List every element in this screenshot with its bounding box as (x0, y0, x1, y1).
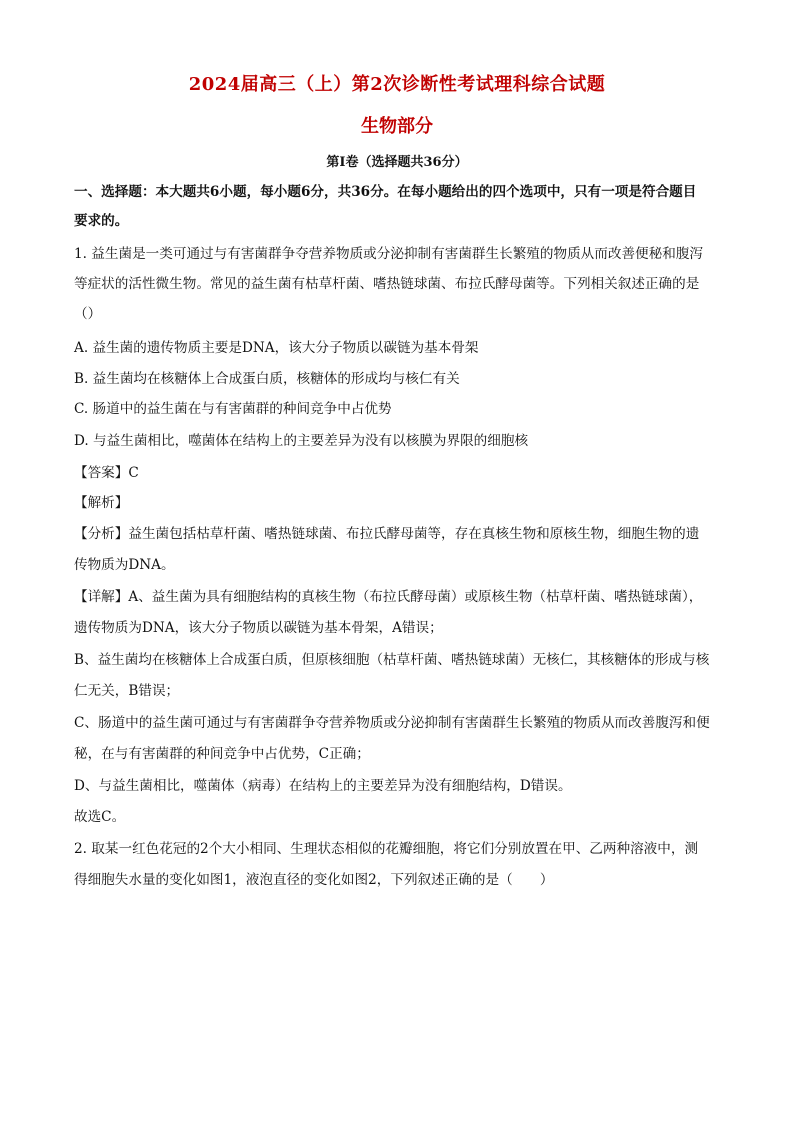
question-1-stem-line-1: 1. 益生菌是一类可通过与有害菌群争夺营养物质或分泌抑制有害菌群生长繁殖的物质从而改善便秘和腹泻 (74, 246, 704, 262)
question-1-option-d: D. 与益生菌相比，噬菌体在结构上的主要差异为没有以核膜为界限的细胞核 (74, 433, 529, 449)
question-1-option-c: C. 肠道中的益生菌在与有害菌群的种间竞争中占优势 (74, 401, 392, 417)
detail-line-3: B、益生菌均在核糖体上合成蛋白质，但原核细胞（枯草杆菌、嗜热链球菌）无核仁，其核糖体的形成与核 (74, 652, 710, 668)
conclusion-line: 故选C。 (74, 809, 126, 825)
question-2-stem-line-2: 得细胞失水量的变化如图1，液泡直径的变化如图2，下列叙述正确的是（ ） (74, 872, 554, 888)
detail-line-2: 遗传物质为DNA，该大分子物质以碳链为基本骨架，A错误； (74, 620, 443, 636)
detail-line-4: 仁无关，B错误； (74, 683, 180, 699)
question-1-option-b: B. 益生菌均在核糖体上合成蛋白质，核糖体的形成均与核仁有关 (74, 371, 460, 387)
section-heading: 第Ⅰ卷（选择题共36分） (326, 155, 468, 170)
document-title: 2024届高三（上）第2次诊断性考试理科综合试题 (188, 74, 606, 95)
question-2-stem-line-1: 2. 取某一红色花冠的2个大小相同、生理状态相似的花瓣细胞，将它们分别放置在甲、乙两种溶液中，测 (74, 841, 699, 857)
detail-line-6: 秘，在与有害菌群的种间竞争中占优势，C正确； (74, 746, 370, 762)
detail-line-7: D、与益生菌相比，噬菌体（病毒）在结构上的主要差异为没有细胞结构，D错误。 (74, 778, 572, 794)
explanation-label: 【解析】 (74, 495, 129, 511)
question-1-stem-line-3: （） (74, 306, 102, 322)
instructions-line-2: 要求的。 (74, 213, 129, 229)
question-1-option-a: A. 益生菌的遗传物质主要是DNA，该大分子物质以碳链为基本骨架 (74, 340, 479, 356)
analysis-line-2: 传物质为DNA。 (74, 557, 175, 573)
detail-line-1: 【详解】A、益生菌为具有细胞结构的真核生物（布拉氏酵母菌）或原核生物（枯草杆菌、嗜热链球菌）， (74, 589, 703, 605)
document-subtitle: 生物部分 (361, 116, 433, 137)
instructions-line-1: 一、选择题：本大题共6小题，每小题6分，共36分。在每小题给出的四个选项中，只有一项是符合题目 (74, 184, 697, 200)
detail-line-5: C、肠道中的益生菌可通过与有害菌群争夺营养物质或分泌抑制有害菌群生长繁殖的物质从而改善腹泻和便 (74, 715, 710, 731)
answer-label: 【答案】C (74, 465, 139, 481)
analysis-line-1: 【分析】益生菌包括枯草杆菌、嗜热链球菌、布拉氏酵母菌等，存在真核生物和原核生物，细胞生物的遗 (74, 526, 700, 542)
question-1-stem-line-2: 等症状的活性微生物。常见的益生菌有枯草杆菌、嗜热链球菌、布拉氏酵母菌等。下列相关叙述正确的是 (74, 276, 700, 292)
